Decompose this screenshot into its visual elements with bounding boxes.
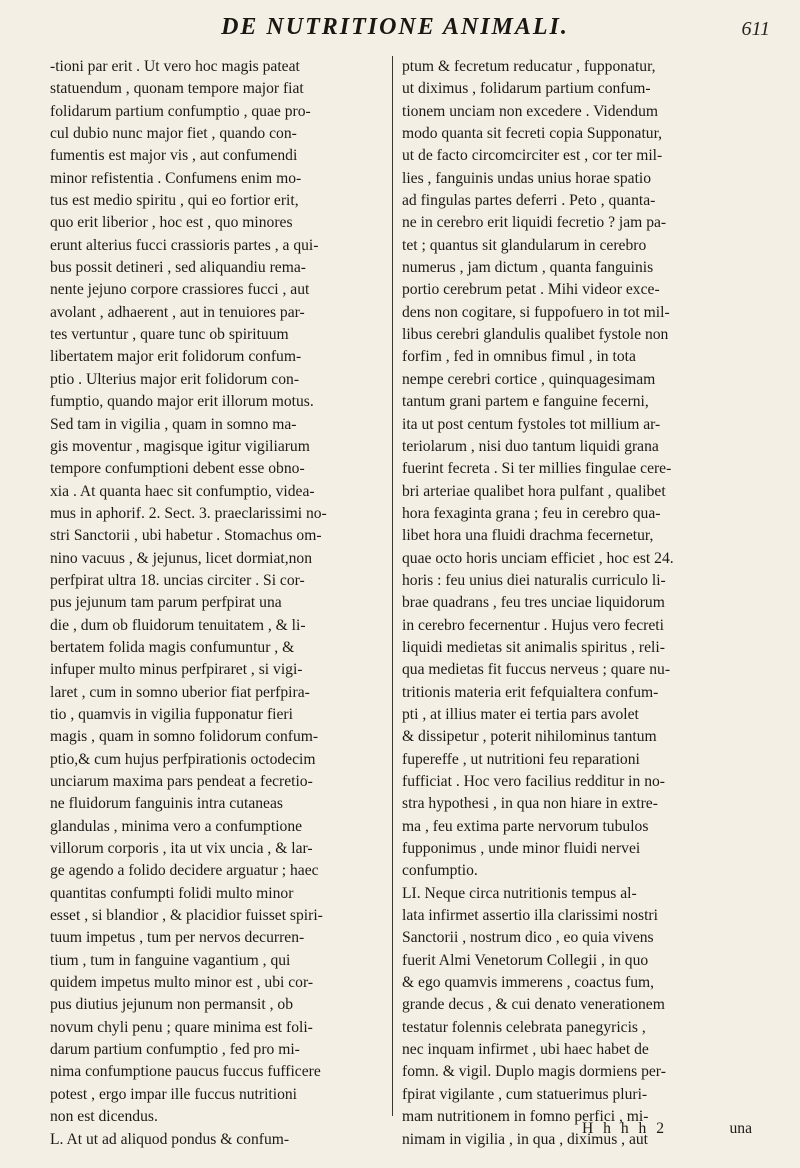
text-line: teriolarum , nisi duo tantum liquidi grana bbox=[402, 437, 659, 455]
text-line: & ego quamvis immerens , coactus fum, bbox=[402, 974, 655, 992]
page-number: 611 bbox=[741, 18, 770, 40]
text-line: mam nutritionem in fomno perfici , mi- bbox=[402, 1108, 649, 1126]
text-line: nempe cerebri cortice , quinquagesimam bbox=[402, 370, 656, 388]
text-line: infuper multo minus perfpiraret , si vigi- bbox=[50, 661, 303, 679]
text-line: nino vacuus , & jejunus, licet dormiat,non bbox=[50, 549, 313, 567]
text-line: ge agendo a folido decidere arguatur ; haec bbox=[50, 862, 319, 880]
text-line: minor refistentia . Confumens enim mo- bbox=[50, 169, 302, 187]
text-line: quidem impetus multo minor est , ubi cor- bbox=[50, 974, 314, 992]
text-line: & dissipetur , poterit nihilominus tantum bbox=[402, 728, 657, 746]
text-line: nimam in vigilia , in qua , diximus , aut bbox=[402, 1130, 649, 1148]
text-line: pti , at illius mater ei tertia pars avolet bbox=[402, 705, 639, 723]
text-line: potest , ergo impar ille fuccus nutritioni bbox=[50, 1085, 297, 1103]
text-line: libet hora una fluidi drachma fecernetur, bbox=[402, 527, 654, 545]
text-line: cul dubio nunc major fiet , quando con- bbox=[50, 125, 297, 143]
running-title: DE NUTRITIONE ANIMALI. bbox=[221, 14, 569, 40]
text-line: ne fluidorum fanguinis intra cutaneas bbox=[50, 795, 283, 813]
text-line: avolant , adhaerent , aut in tenuiores par- bbox=[50, 303, 305, 321]
text-line: unciarum maxima pars pendeat a fecretio- bbox=[50, 773, 313, 790]
text-line: fpirat vigilante , cum statuerimus pluri- bbox=[402, 1085, 648, 1103]
text-line: quantitas confumpti folidi multo minor bbox=[50, 884, 294, 902]
text-line: horis : feu unius diei naturalis curriculo li- bbox=[402, 571, 666, 589]
signature-mark: H h h h 2 bbox=[582, 1120, 668, 1137]
text-line: dens non cogitare, si fuppofuero in tot mil- bbox=[402, 303, 670, 321]
text-line: pus diutius jejunum non permansit , ob bbox=[50, 996, 293, 1014]
text-line: fumptio, quando major erit illorum motus. bbox=[50, 393, 314, 411]
text-line: ne in cerebro erit liquidi fecretio ? jam pa- bbox=[402, 214, 667, 232]
text-line: stra hypothesi , in qua non hiare in extre- bbox=[402, 795, 658, 813]
text-line: tet ; quantus sit glandularum in cerebro bbox=[402, 236, 647, 254]
text-line: quo erit liberior , hoc est , quo minores bbox=[50, 214, 293, 232]
text-line: bus possit detineri , sed aliquandiu rema- bbox=[50, 259, 306, 277]
text-line: tuum impetus , tum per nervos decurren- bbox=[50, 929, 305, 947]
text-line: fupponimus , unde minor fluidi nervei bbox=[402, 840, 641, 858]
text-line: liquidi medietas sit animalis spiritus , reli- bbox=[402, 638, 665, 656]
text-line: ptum & fecretum reducatur , fupponatur, bbox=[402, 58, 656, 75]
text-line: nima confumptione paucus fuccus fufficere bbox=[50, 1063, 321, 1081]
text-line: in cerebro fecernentur . Hujus vero fecreti bbox=[402, 616, 664, 634]
text-line: brae quadrans , feu tres unciae liquidorum bbox=[402, 594, 665, 612]
text-line: ptio . Ulterius major erit folidorum con- bbox=[50, 370, 300, 388]
text-line: Sanctorii , nostrum dico , eo quia vivens bbox=[402, 929, 654, 947]
text-line: libertatem major erit folidorum confum- bbox=[50, 348, 302, 366]
text-line: folidarum partium confumptio , quae pro- bbox=[50, 102, 311, 120]
text-line: fomn. & vigil. Duplo magis dormiens per- bbox=[402, 1063, 666, 1081]
text-line: ut diximus , folidarum partium confum- bbox=[402, 80, 651, 98]
text-line: pus jejunum tam parum perfpirat una bbox=[50, 594, 282, 612]
text-line: darum partium confumptio , fed pro mi- bbox=[50, 1041, 300, 1059]
text-line: fufficiat . Hoc vero facilius redditur in no- bbox=[402, 773, 665, 790]
text-line: statuendum , quonam tempore major fiat bbox=[50, 80, 304, 98]
text-line: tempore confumptioni debent esse obno- bbox=[50, 460, 305, 478]
text-line: -tioni par erit . Ut vero hoc magis pateat bbox=[50, 58, 300, 75]
text-line: hora fexaginta grana ; feu in cerebro qua- bbox=[402, 504, 661, 522]
text-line: tritionis materia erit fefquialtera confum- bbox=[402, 683, 659, 701]
page-footer bbox=[402, 1120, 752, 1146]
text-line: laret , cum in somno uberior fiat perfpira- bbox=[50, 683, 310, 701]
text-line: fumentis est major vis , aut confumendi bbox=[50, 147, 298, 165]
text-line: xia . At quanta haec sit confumptio, videa- bbox=[50, 482, 315, 500]
text-line: ut de facto circomcirciter est , cor ter mil- bbox=[402, 147, 663, 165]
text-line: ma , feu extima parte nervorum tubulos bbox=[402, 817, 649, 835]
text-line: tionem unciam non excedere . Videndum bbox=[402, 102, 658, 120]
text-line: ptio,& cum hujus perfpirationis octodecim bbox=[50, 750, 316, 768]
text-line: mus in aphorif. 2. Sect. 3. praeclarissimi no- bbox=[50, 504, 327, 522]
text-line: tes vertuntur , quare tunc ob spirituum bbox=[50, 326, 289, 344]
text-line: magis , quam in somno folidorum confum- bbox=[50, 728, 319, 746]
text-line: tio , quamvis in vigilia fupponatur fieri bbox=[50, 705, 293, 723]
column-divider bbox=[392, 56, 393, 1116]
text-line: qua medietas fit fuccus nerveus ; quare nu- bbox=[402, 661, 671, 679]
text-line: L. At ut ad aliquod pondus & confum- bbox=[50, 1130, 290, 1148]
text-line: tus est medio spiritu , qui eo fortior erit, bbox=[50, 192, 299, 210]
text-line: lata infirmet assertio illa clarissimi nostri bbox=[402, 907, 658, 925]
text-line: testatur folennis celebrata panegyricis , bbox=[402, 1018, 646, 1036]
text-line: confumptio. bbox=[402, 862, 478, 880]
text-line: LI. Neque circa nutritionis tempus al- bbox=[402, 884, 637, 902]
text-line: novum chyli penu ; quare minima est foli- bbox=[50, 1018, 313, 1036]
text-line: stri Sanctorii , ubi habetur . Stomachus om- bbox=[50, 527, 322, 545]
text-line: nente jejuno corpore crassiores fucci , aut bbox=[50, 281, 310, 299]
text-line: ad fingulas partes deferri . Peto , quanta- bbox=[402, 192, 656, 210]
text-line: die , dum ob fluidorum tenuitatem , & li- bbox=[50, 616, 306, 634]
right-text-column bbox=[402, 56, 752, 1151]
text-line: erunt alterius fucci crassioris partes , a qui- bbox=[50, 236, 319, 254]
text-line: gis moventur , magisque igitur vigiliarum bbox=[50, 437, 310, 455]
text-line: bertatem folida magis confumuntur , & bbox=[50, 638, 295, 656]
page-header bbox=[0, 14, 800, 54]
text-line: esset , si blandior , & placidior fuisset spiri- bbox=[50, 907, 323, 925]
text-line: fupereffe , ut nutritioni feu reparationi bbox=[402, 750, 640, 768]
text-line: tantum grani partem e fanguine fecerni, bbox=[402, 393, 649, 411]
text-line: fuerit Almi Venetorum Collegii , in quo bbox=[402, 951, 649, 969]
text-line: forfim , fed in omnibus fimul , in tota bbox=[402, 348, 636, 366]
text-line: glandulas , minima vero a confumptione bbox=[50, 817, 303, 835]
text-line: non est dicendus. bbox=[50, 1108, 158, 1126]
text-line: Sed tam in vigilia , quam in somno ma- bbox=[50, 415, 297, 433]
text-line: quae octo horis unciam efficiet , hoc est 24. bbox=[402, 549, 674, 567]
text-line: villorum corporis , ita ut vix uncia , & lar- bbox=[50, 840, 313, 858]
text-line: grande decus , & cui denato venerationem bbox=[402, 996, 665, 1014]
text-line: ita ut post centum fystoles tot millium ar- bbox=[402, 415, 661, 433]
catchword: una bbox=[729, 1120, 752, 1137]
left-text-column bbox=[50, 56, 384, 1151]
text-line: numerus , jam dictum , quanta fanguinis bbox=[402, 259, 654, 277]
text-line: perfpirat ultra 18. uncias circiter . Si cor- bbox=[50, 571, 305, 589]
text-line: modo quanta sit fecreti copia Supponatur, bbox=[402, 125, 663, 143]
text-line: fuerint fecreta . Si ter millies fingulae cere- bbox=[402, 460, 672, 478]
text-line: tium , tum in fanguine vagantium , qui bbox=[50, 951, 291, 969]
text-line: portio cerebrum petat . Mihi videor exce- bbox=[402, 281, 660, 299]
text-line: nec inquam infirmet , ubi haec habet de bbox=[402, 1041, 649, 1059]
text-line: lies , fanguinis undas unius horae spatio bbox=[402, 169, 652, 187]
text-line: bri arteriae qualibet hora pulfant , qualibet bbox=[402, 482, 666, 500]
text-line: libus cerebri glandulis qualibet fystole non bbox=[402, 326, 669, 344]
